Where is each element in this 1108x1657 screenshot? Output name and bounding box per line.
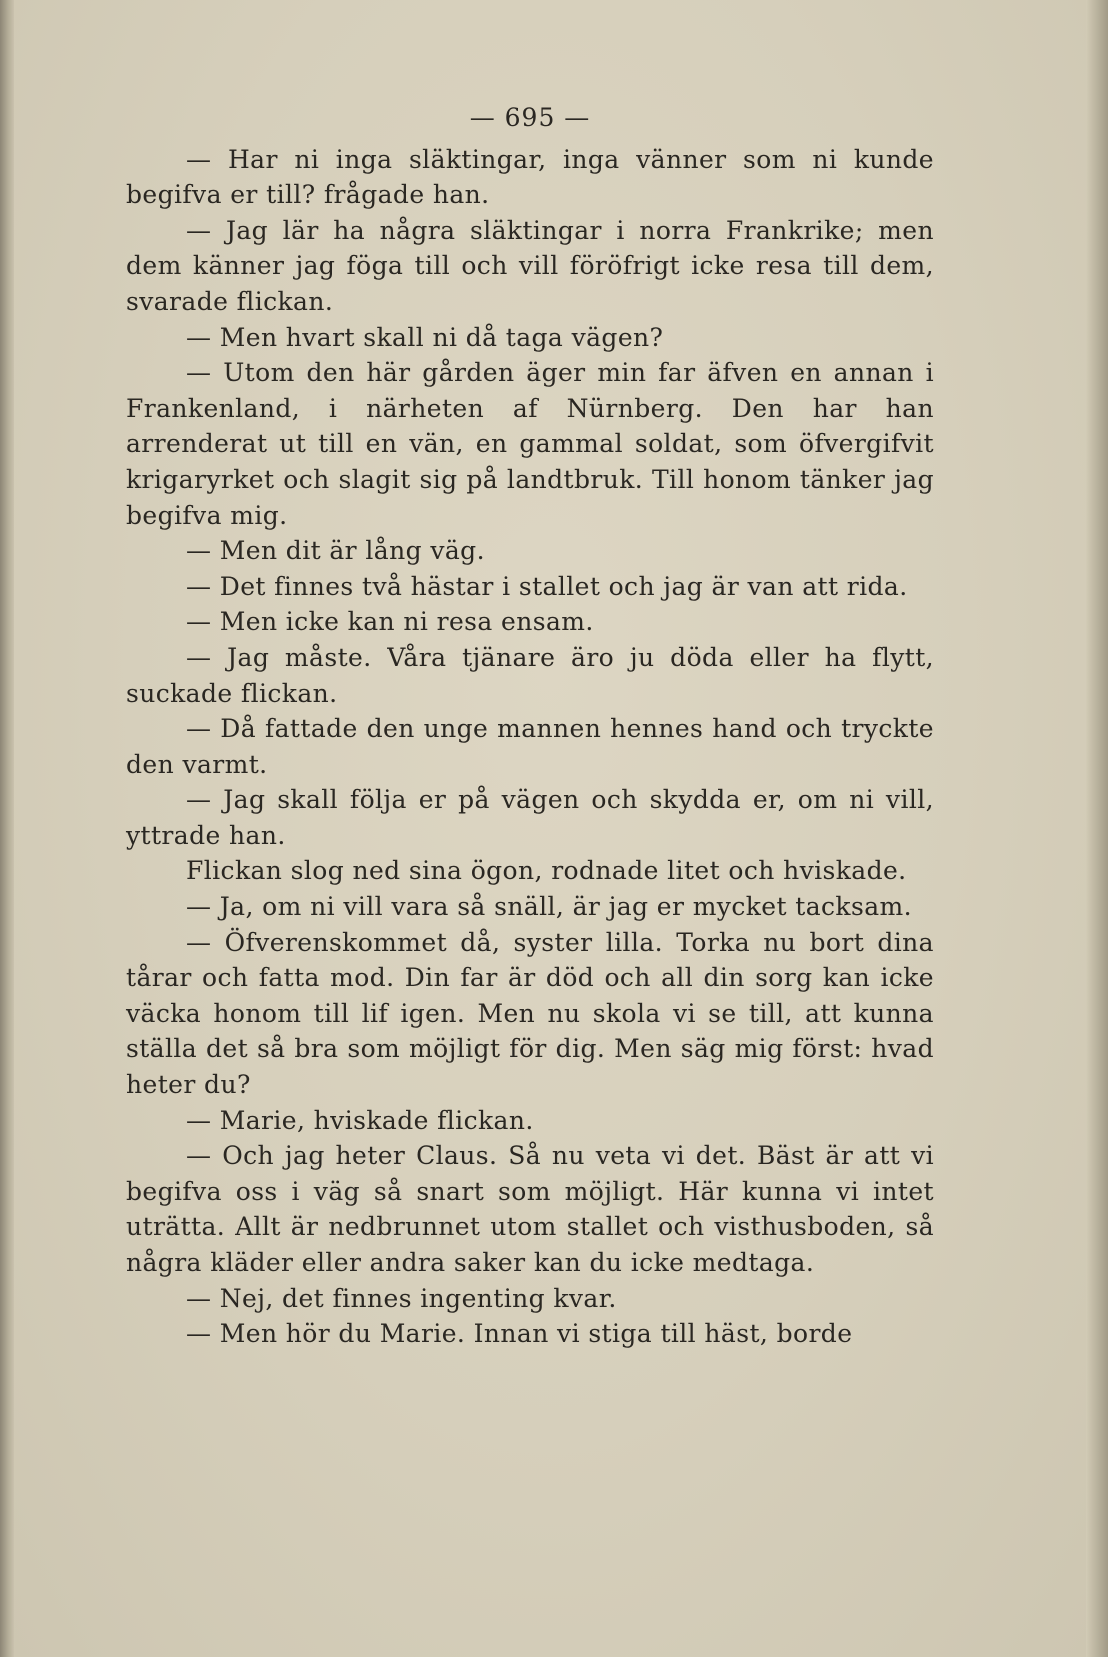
scan-right-edge [1086,0,1108,1657]
paragraph: — Och jag heter Claus. Så nu veta vi det. Bäst är att vi begifva oss i väg så snart som möjligt. Här kunna vi intet uträtta. Allt är nedbrunnet utom stallet och visthusboden, så några kläder eller andra saker kan du icke medtaga. [126,1141,934,1277]
paragraph: — Ja, om ni vill vara så snäll, är jag er mycket tacksam. [186,892,912,922]
paragraph: — Har ni inga släktingar, inga vänner som ni kunde begifva er till? frågade han. [126,144,934,210]
scan-left-edge [0,0,14,1657]
paragraph: — Men icke kan ni resa ensam. [186,607,594,637]
paragraph: — Utom den här gården äger min far äfven en annan i Frankenland, i närheten af Nürnberg. Den har han arrenderat ut till en vän, en gammal soldat, som öfvergifvit krigaryrket och slagit sig på landtbruk. Till honom tänker jag begifva mig. [126,358,934,530]
paragraph: — Men hör du Marie. Innan vi stiga till häst, borde [186,1319,853,1349]
paragraph: — Men hvart skall ni då taga vägen? [186,322,664,352]
paragraph: — Jag skall följa er på vägen och skydda er, om ni vill, yttrade han. [126,785,934,850]
paragraph: — Men dit är lång väg. [186,536,485,566]
book-page [14,0,1086,1657]
paragraph: Flickan slog ned sina ögon, rodnade litet och hviskade. [186,856,907,886]
paragraph: — Det finnes två hästar i stallet och jag är van att rida. [186,571,908,601]
page-text [126,100,934,1352]
paragraph: — Öfverenskommet då, syster lilla. Torka nu bort dina tårar och fatta mod. Din far är död och all din sorg kan icke väcka honom till lif igen. Men nu skola vi se till, att kunna ställa det så bra som möjligt för dig. Men säg mig först: hvad heter du? [126,927,934,1100]
paragraph: — Då fattade den unge mannen hennes hand och tryckte den varmt. [126,714,934,779]
paragraph: — Jag måste. Våra tjänare äro ju döda eller ha flytt, suckade flickan. [126,642,934,708]
page-number: — 695 — [469,103,591,132]
paragraph: — Marie, hviskade flickan. [186,1105,534,1135]
paragraph: — Jag lär ha några släktingar i norra Frankrike; men dem känner jag föga till och vill föröfrigt icke resa till dem, svarade flickan. [126,215,934,316]
paragraph: — Nej, det finnes ingenting kvar. [186,1283,617,1313]
